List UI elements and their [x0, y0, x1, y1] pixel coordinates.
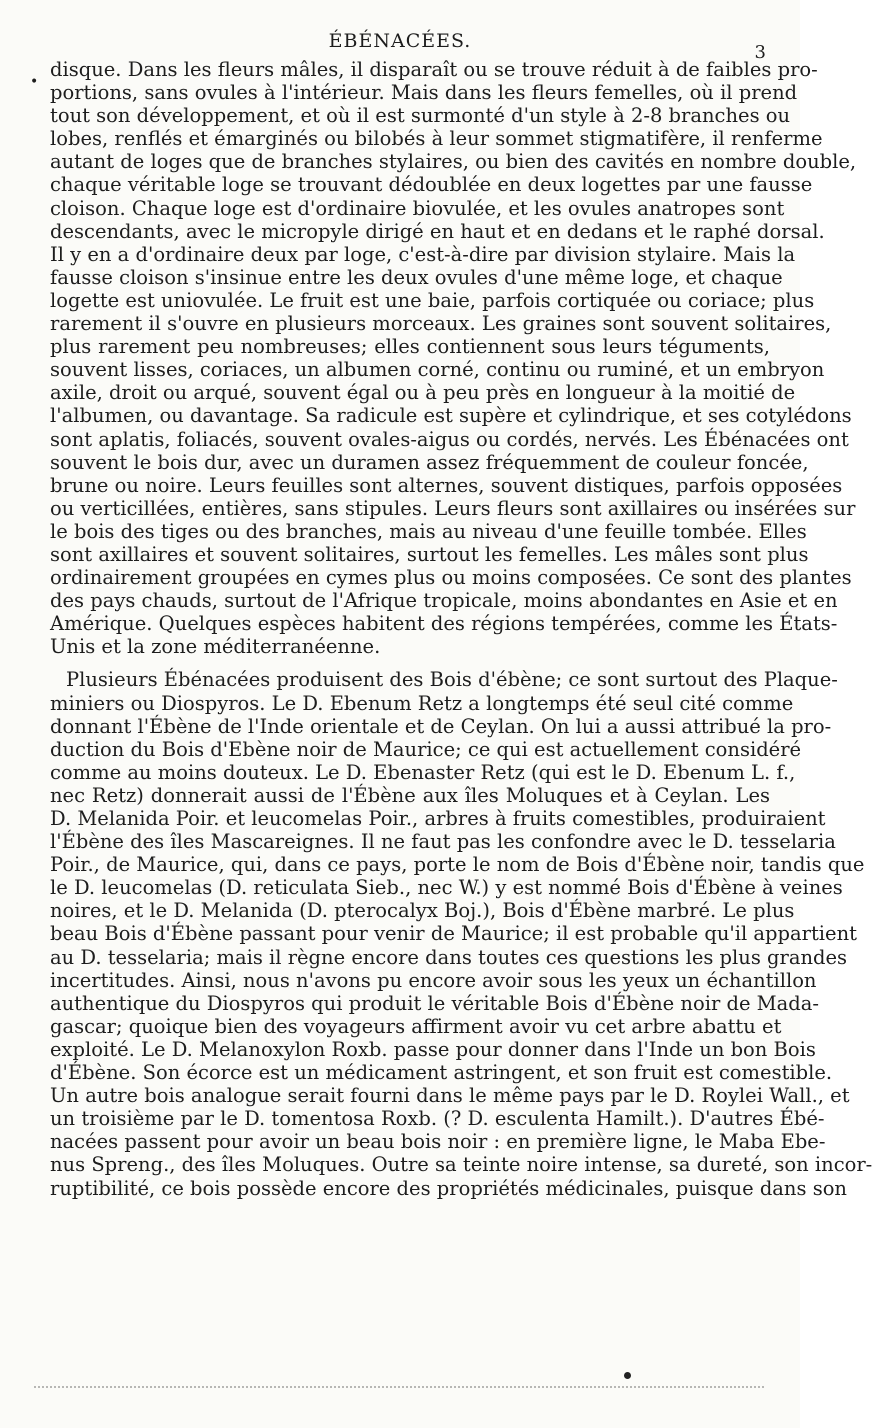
text-line: souvent lisses, coriaces, un albumen corné, continu ou ruminé, et un embryon	[50, 358, 825, 382]
margin-mark: •	[30, 74, 39, 90]
text-line: brune ou noire. Leurs feuilles sont alternes, souvent distiques, parfois opposées	[50, 473, 843, 497]
text-line: Poir., de Maurice, qui, dans ce pays, porte le nom de Bois d'Ébène noir, tandis que	[50, 853, 865, 877]
text-line: d'Ébène. Son écorce est un médicament astringent, et son fruit est comestible.	[50, 1061, 833, 1085]
text-line: Unis et la zone méditerranéenne.	[50, 635, 381, 659]
text-line: nus Spreng., des îles Moluques. Outre sa teinte noire intense, sa dureté, son incor-	[50, 1153, 872, 1177]
text-line: noires, et le D. Melanida (D. pterocalyx Boj.), Bois d'Ébène marbré. Le plus	[50, 899, 795, 923]
text-line: autant de loges que de branches stylaires, ou bien des cavités en nombre double,	[50, 150, 857, 174]
text-line: portions, sans ovules à l'intérieur. Mais dans les fleurs femelles, où il prend	[50, 81, 798, 105]
text-line: nacées passent pour avoir un beau bois noir : en première ligne, le Maba Ebe-	[50, 1130, 826, 1154]
text-line: nec Retz) donnerait aussi de l'Ébène aux îles Moluques et à Ceylan. Les	[50, 783, 770, 807]
text-line: Un autre bois analogue serait fourni dans le même pays par le D. Roylei Wall., et	[50, 1084, 850, 1108]
text-line: donnant l'Ébène de l'Inde orientale et de Ceylan. On lui a aussi attribué la pro-	[50, 714, 832, 738]
text-line: D. Melanida Poir. et leucomelas Poir., arbres à fruits comestibles, produiraient	[50, 807, 826, 830]
footer-rule	[34, 1386, 764, 1388]
text-line: chaque véritable loge se trouvant dédoublée en deux logettes par une fausse	[50, 173, 813, 197]
text-line: le D. leucomelas (D. reticulata Sieb., nec W.) y est nommé Bois d'Ébène à veines	[50, 876, 843, 900]
text-line: gascar; quoique bien des voyageurs affirment avoir vu cet arbre abattu et	[50, 1014, 782, 1038]
running-header: ÉBÉNACÉES.	[328, 30, 472, 52]
text-line: rarement il s'ouvre en plusieurs morceaux. Les graines sont souvent solitaires,	[50, 312, 832, 336]
text-line: l'albumen, ou davantage. Sa radicule est supère et cylindrique, et ses cotylédons	[50, 404, 852, 428]
text-line: ordinairement groupées en cymes plus ou moins composées. Ce sont des plantes	[50, 566, 852, 590]
text-line: tout son développement, et où il est surmonté d'un style à 2-8 branches ou	[50, 104, 791, 128]
text-line: ou verticillées, entières, sans stipules. Leurs fleurs sont axillaires ou insérées sur	[50, 496, 856, 520]
text-line: souvent le bois dur, avec un duramen assez fréquemment de couleur foncée,	[50, 450, 809, 474]
text-line: beau Bois d'Ébène passant pour venir de Maurice; il est probable qu'il appartient	[50, 922, 857, 946]
paragraph-gap	[50, 658, 770, 668]
text-line: Il y en a d'ordinaire deux par loge, c'est-à-dire par division stylaire. Mais la	[50, 242, 796, 266]
text-line: le bois des tiges ou des branches, mais au niveau d'une feuille tombée. Elles	[50, 519, 807, 543]
text-line: ruptibilité, ce bois possède encore des propriétés médicinales, puisque dans son	[50, 1176, 847, 1200]
text-line: logette est uniovulée. Le fruit est une baie, parfois cortiquée ou coriace; plus	[50, 288, 815, 312]
page-number: 3	[754, 42, 766, 63]
text-line: Plusieurs Ébénacées produisent des Bois d'ébène; ce sont surtout des Plaque-	[66, 668, 838, 692]
paragraph-2	[50, 668, 872, 1200]
body-text	[50, 58, 872, 1200]
text-line: axile, droit ou arqué, souvent égal ou à peu près en longueur à la moitié de	[50, 381, 796, 405]
text-line: disque. Dans les fleurs mâles, il disparaît ou se trouve réduit à de faibles pro-	[50, 58, 818, 81]
text-line: authentique du Diospyros qui produit le véritable Bois d'Ébène noir de Mada-	[50, 991, 819, 1015]
text-line: descendants, avec le micropyle dirigé en haut et en dedans et le raphé dorsal.	[50, 219, 825, 243]
footer-bullet	[624, 1372, 631, 1379]
paragraph-1	[50, 58, 857, 659]
text-line: un troisième par le D. tomentosa Roxb. (? D. esculenta Hamilt.). D'autres Ébé-	[50, 1107, 825, 1131]
text-line: Amérique. Quelques espèces habitent des régions tempérées, comme les États-	[50, 612, 838, 636]
text-line: cloison. Chaque loge est d'ordinaire biovulée, et les ovules anatropes sont	[50, 196, 785, 220]
text-line: sont aplatis, foliacés, souvent ovales-aigus ou cordés, nervés. Les Ébénacées ont	[50, 427, 849, 451]
text-line: des pays chauds, surtout de l'Afrique tropicale, moins abondantes en Asie et en	[50, 589, 838, 613]
text-line: miniers ou Diospyros. Le D. Ebenum Retz a longtemps été seul cité comme	[50, 691, 794, 715]
text-line: exploité. Le D. Melanoxylon Roxb. passe pour donner dans l'Inde un bon Bois	[50, 1037, 816, 1061]
text-line: plus rarement peu nombreuses; elles contiennent sous leurs téguments,	[50, 335, 770, 359]
text-line: duction du Bois d'Ebène noir de Maurice; ce qui est actuellement considéré	[50, 737, 802, 761]
text-line: l'Ébène des îles Mascareignes. Il ne faut pas les confondre avec le D. tesselaria	[50, 830, 836, 854]
text-line: lobes, renflés et émarginés ou bilobés à leur sommet stigmatifère, il renferme	[50, 127, 823, 151]
text-line: au D. tesselaria; mais il règne encore dans toutes ces questions les plus grandes	[50, 945, 848, 969]
text-line: fausse cloison s'insinue entre les deux ovules d'une même loge, et chaque	[50, 265, 783, 289]
text-line: incertitudes. Ainsi, nous n'avons pu encore avoir sous les yeux un échantillon	[50, 968, 817, 992]
text-line: sont axillaires et souvent solitaires, surtout les femelles. Les mâles sont plus	[50, 542, 809, 566]
text-line: comme au moins douteux. Le D. Ebenaster Retz (qui est le D. Ebenum L. f.,	[50, 760, 796, 784]
